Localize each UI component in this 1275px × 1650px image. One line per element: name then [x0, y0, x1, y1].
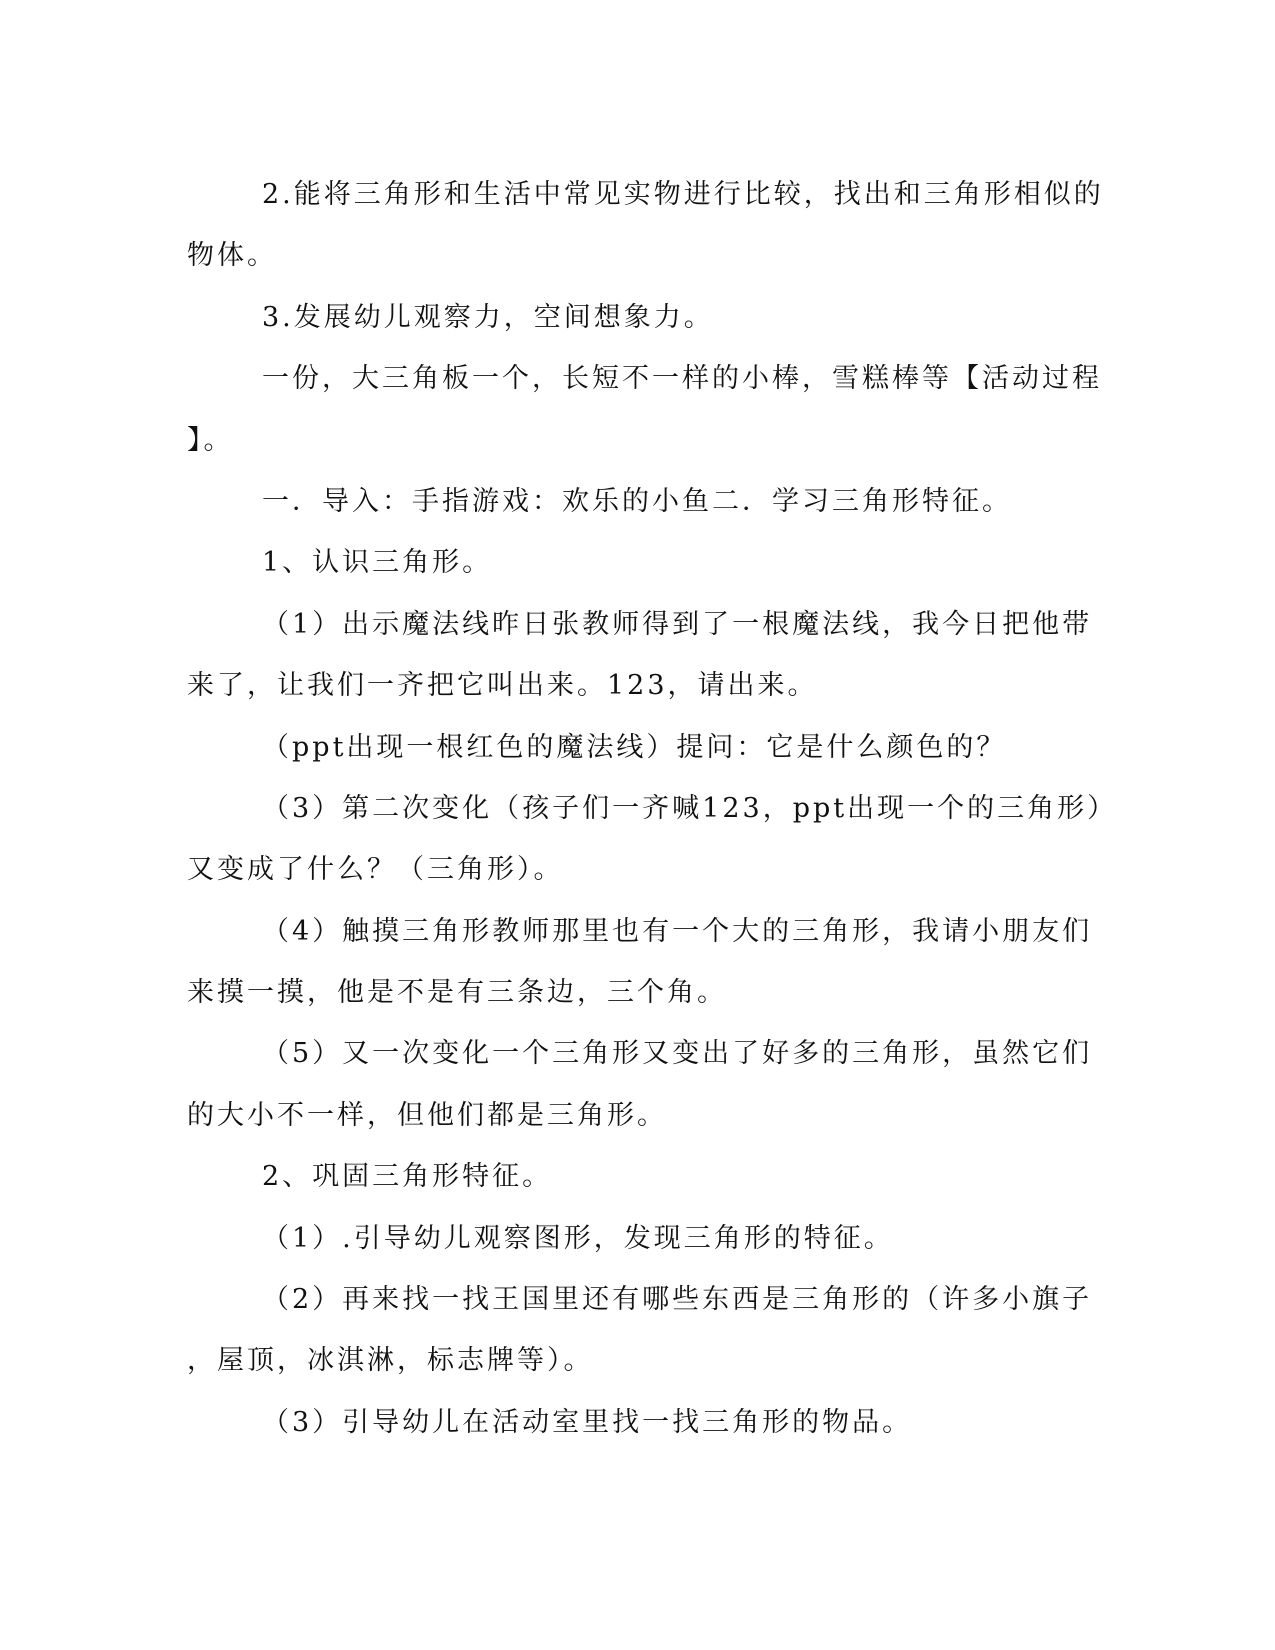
- text-line-3: 3.发展幼儿观察力，空间想象力。: [262, 301, 714, 333]
- text-line-14: 来摸一摸，他是不是有三条边，三个角。: [187, 977, 727, 1009]
- text-line-2: 物体。: [187, 240, 277, 272]
- text-line-16: 的大小不一样，但他们都是三角形。: [187, 1099, 667, 1131]
- text-line-1: 2.能将三角形和生活中常见实物进行比较，找出和三角形相似的: [262, 179, 1104, 210]
- text-line-7: 1、认识三角形。: [262, 547, 493, 579]
- text-line-12: 又变成了什么？（三角形）。: [187, 854, 564, 886]
- text-line-6: 一．导入：手指游戏：欢乐的小鱼二．学习三角形特征。: [262, 485, 1012, 517]
- document-body: [187, 164, 1118, 1453]
- text-line-4: 一份，大三角板一个，长短不一样的小棒，雪糕棒等【活动过程: [262, 363, 1102, 395]
- text-line-11: （3）第二次变化（孩子们一齐喊123，ppt出现一个的三角形）: [262, 792, 1118, 824]
- text-line-13: （4）触摸三角形教师那里也有一个大的三角形，我请小朋友们: [262, 915, 1093, 947]
- text-line-10: （ppt出现一根红色的魔法线）提问：它是什么颜色的？: [262, 731, 1007, 763]
- text-line-18: （1）.引导幼儿观察图形，发现三角形的特征。: [262, 1222, 894, 1254]
- text-line-5: 】。: [187, 424, 234, 456]
- text-line-19: （2）再来找一找王国里还有哪些东西是三角形的（许多小旗子: [262, 1284, 1093, 1316]
- text-line-17: 2、巩固三角形特征。: [262, 1161, 553, 1193]
- text-line-9: 来了，让我们一齐把它叫出来。123，请出来。: [187, 670, 818, 702]
- text-line-15: （5）又一次变化一个三角形又变出了好多的三角形，虽然它们: [262, 1038, 1093, 1070]
- text-line-8: （1）出示魔法线昨日张教师得到了一根魔法线，我今日把他带: [262, 608, 1093, 640]
- text-line-21: （3）引导幼儿在活动室里找一找三角形的物品。: [262, 1406, 913, 1438]
- text-line-20: ，屋顶，冰淇淋，标志牌等）。: [187, 1345, 594, 1377]
